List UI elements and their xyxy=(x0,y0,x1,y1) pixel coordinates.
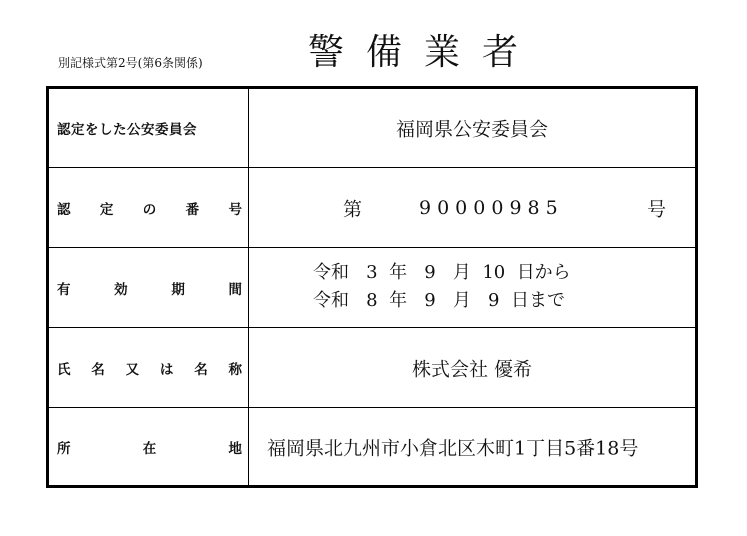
label-char: 号 xyxy=(228,202,242,218)
from-year-unit: 年 xyxy=(389,262,408,283)
period-to xyxy=(313,286,565,312)
label-number xyxy=(57,198,242,218)
label-char: 地 xyxy=(228,441,242,457)
label-char: の xyxy=(142,202,157,218)
label-char: 在 xyxy=(142,441,157,457)
to-year-unit: 年 xyxy=(389,290,408,311)
from-day: 10 xyxy=(482,262,506,283)
label-char: 認 xyxy=(57,202,71,218)
form-note: 別記様式第2号(第6条関係) xyxy=(58,56,203,70)
row-commission xyxy=(49,89,695,167)
label-char: 効 xyxy=(114,282,128,298)
number-suffix: 号 xyxy=(647,198,667,221)
value-cell xyxy=(249,248,695,328)
to-era: 令和 xyxy=(313,290,349,311)
label-char: 称 xyxy=(228,362,242,378)
label-name xyxy=(57,358,242,378)
label-period xyxy=(57,278,242,298)
value-name: 株式会社 優希 xyxy=(411,358,533,381)
label-cell xyxy=(49,408,249,486)
to-year: 8 xyxy=(366,290,378,311)
from-month-unit: 月 xyxy=(452,262,471,283)
value-cell xyxy=(249,328,695,408)
period-from xyxy=(313,258,571,284)
label-char: 名 xyxy=(91,362,105,378)
from-month: 9 xyxy=(424,262,436,283)
value-cell xyxy=(249,89,695,167)
row-number xyxy=(49,167,695,248)
label-char: 有 xyxy=(57,282,71,298)
row-name xyxy=(49,327,695,408)
label-cell xyxy=(49,168,249,248)
label-address xyxy=(57,437,242,457)
certificate-table xyxy=(46,86,698,488)
to-day: 9 xyxy=(488,290,500,311)
value-cell xyxy=(249,408,695,486)
row-address xyxy=(49,407,695,486)
row-period xyxy=(49,247,695,328)
from-era: 令和 xyxy=(313,262,349,283)
label-commission: 認定をした公安委員会 xyxy=(57,122,197,138)
label-char: 定 xyxy=(99,202,114,218)
to-month: 9 xyxy=(424,290,436,311)
label-char: は xyxy=(159,362,174,378)
label-cell xyxy=(49,328,249,408)
label-char: 名 xyxy=(194,362,208,378)
label-char: 又 xyxy=(125,362,140,378)
value-commission: 福岡県公安委員会 xyxy=(395,118,548,141)
label-char: 氏 xyxy=(57,362,71,378)
label-char: 番 xyxy=(185,202,200,218)
value-address: 福岡県北九州市小倉北区木町1丁目5番18号 xyxy=(267,437,639,460)
from-year: 3 xyxy=(366,262,378,283)
certification-number: 90000985 xyxy=(419,197,564,219)
label-char: 期 xyxy=(171,282,185,298)
label-char: 所 xyxy=(57,441,71,457)
label-char: 間 xyxy=(228,282,242,298)
document-title: 警備業者 xyxy=(308,32,541,73)
label-cell xyxy=(49,248,249,328)
to-month-unit: 月 xyxy=(452,290,471,311)
from-day-unit: 日から xyxy=(516,262,571,283)
to-day-unit: 日まで xyxy=(510,290,565,311)
number-prefix: 第 xyxy=(343,198,363,221)
value-cell xyxy=(249,168,695,248)
label-cell xyxy=(49,89,249,167)
